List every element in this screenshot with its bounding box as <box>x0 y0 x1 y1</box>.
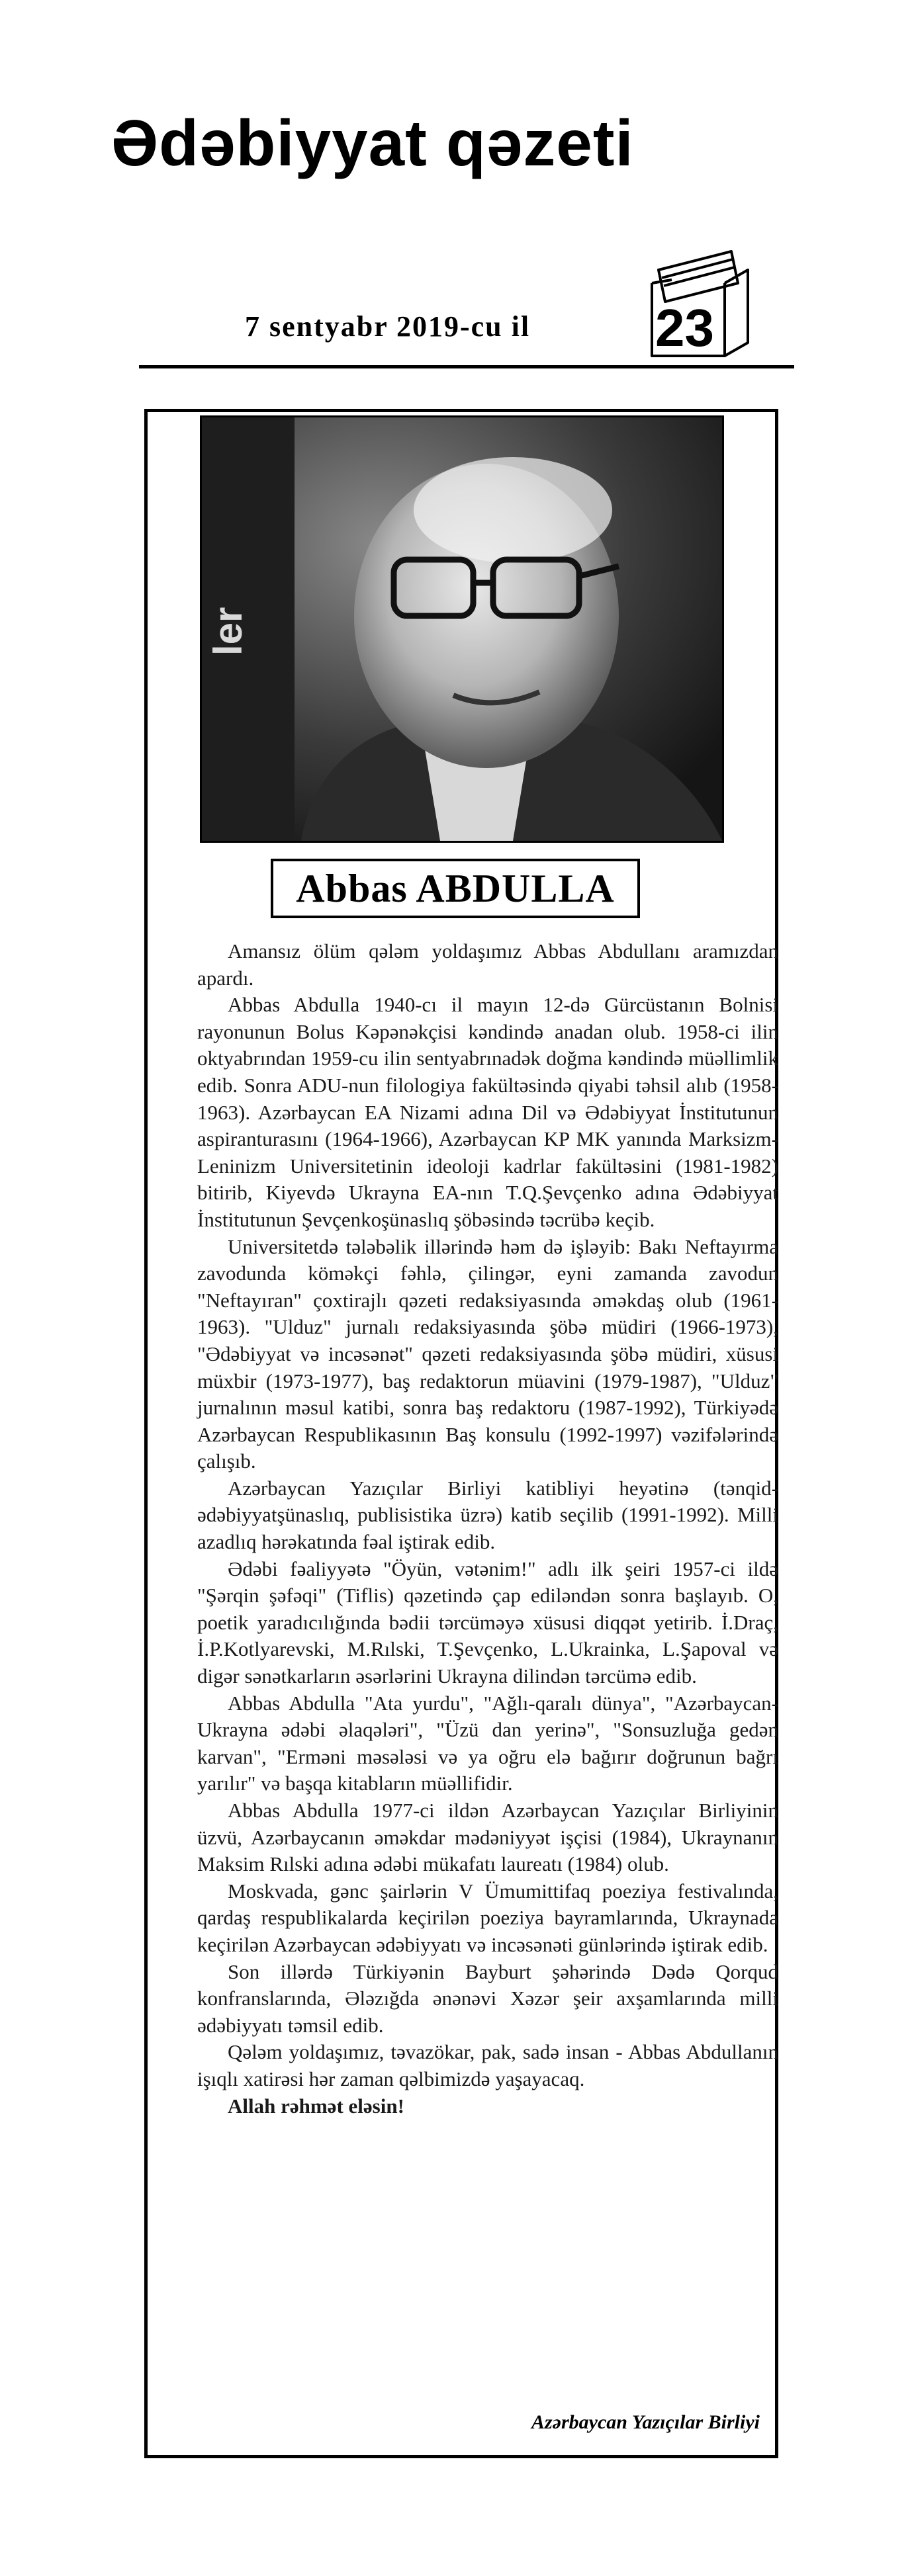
paragraph: Abbas Abdulla 1940-cı il mayın 12-də Gürcüstanın Bolnisi rayonunun Bolus Kəpənəkçisi kəndində anadan olub. 1958-ci ilin oktyabrından 1959-cu ilin sentyabrınadək doğma kəndində müəllimlik edib. Sonra ADU-nun filologiya fakültəsində qiyabi təhsil alıb (1958-1963). Azərbaycan EA Nizami adına Dil və Ədəbiyyat İnstitutunun aspiranturasını (1964-1966), Azərbaycan KP MK yanında Marksizm-Leninizm Universitetinin ideoloji kadrlar fakültəsini (1981-1982) bitirib, Kiyevdə Ukrayna EA-nın T.Q.Şevçenko adına Ədəbiyyat İnstitutunun Şevçenkoşünaslıq şöbəsində təcrübə keçib. <box>197 993 778 1231</box>
paragraph: Qələm yoldaşımız, təvazökar, pak, sadə insan - Abbas Abdullanın işıqlı xatirəsi hər zaman qəlbimizdə yaşayacaq. <box>197 2040 778 2090</box>
paragraph: Son illərdə Türkiyənin Bayburt şəhərində Dədə Qorqud konfranslarında, Ələzığda ənənəvi Xəzər şeir axşamlarında milli ədəbiyyatı təmsil edib. <box>197 1959 778 2037</box>
paragraph: Azərbaycan Yazıçılar Birliyi katibliyi heyətinə (tənqid-ədəbiyyatşünaslıq, publisistika üzrə) katib seçilib (1991-1992). Milli azadlıq hərəkatında fəal iştirak edib. <box>197 1476 778 1554</box>
page-number: 23 <box>655 298 714 357</box>
newspaper-title: Ədəbiyyat qəzeti <box>111 107 634 179</box>
paragraph: Abbas Abdulla 1977-ci ildən Azərbaycan Yazıçılar Birliyinin üzvü, Azərbaycanın əməkdar mədəniyyət işçisi (1984), Ukraynanın Maksim Rılski adına ədəbi mükafatı laureatı (1984) olub. <box>197 1799 778 1876</box>
header-rule <box>139 365 794 368</box>
svg-text:ler: ler <box>206 607 250 656</box>
paragraph: Abbas Abdulla "Ata yurdu", "Ağlı-qaralı dünya", "Azərbaycan-Ukrayna ədəbi əlaqələri", "Üzü dan yerinə", "Sonsuzluğa gedən karvan", "Erməni məsələsi və ya oğru elə bağırır doğrunun bağrı yarılır" və başqa kitabların müəllifidir. <box>197 1691 778 1795</box>
portrait-photo <box>200 415 724 843</box>
paragraph: Moskvada, gənc şairlərin V Ümumittifaq poeziya festivalında, qardaş respublikalarda keçirilən poeziya bayramlarında, Ukraynada keçirilən Azərbaycan ədəbiyyatı və incəsənəti günlərində iştirak edib. <box>197 1879 778 1956</box>
issue-date: 7 sentyabr 2019-cu il <box>245 310 531 343</box>
paragraph: Ədəbi fəaliyyətə "Öyün, vətənim!" adlı ilk şeiri 1957-ci ildə "Şərqin şəfəqi" (Tiflis) qəzetində çap ediləndən sonra başlayıb. O, poetik yaradıcılığında bədii tərcüməyə xüsusi diqqət yetirib. İ.Draç, İ.P.Kotlyarevski, M.Rılski, T.Şevçenko, L.Ukrainka, L.Şapoval və digər sənətkarların əsərlərini Ukrayna dilindən tərcümə edib. <box>197 1557 778 1688</box>
signature: Azərbaycan Yazıçılar Birliyi <box>531 2411 760 2433</box>
blessing: Allah rəhmət eləsin! <box>228 2094 404 2118</box>
obituary-text <box>197 938 778 2120</box>
paragraph: Amansız ölüm qələm yoldaşımız Abbas Abdullanı aramızdan apardı. <box>197 939 778 990</box>
deceased-name: Abbas ABDULLA <box>271 859 640 918</box>
paragraph: Universitetdə tələbəlik illərində həm də işləyib: Bakı Neftayırma zavodunda köməkçi fəhlə, çilingər, eyni zamanda zavodun "Neftayıran" çoxtirajlı qəzeti redaksiyasında əməkdaş olub (1961-1963). "Ulduz" jurnalı redaksiyasında şöbə müdiri (1966-1973), "Ədəbiyyat və incəsənət" qəzeti redaksiyasında şöbə müdiri, xüsusi müxbir (1973-1977), baş redaktorun müavini (1979-1987), "Ulduz" jurnalının məsul katibi, sonra baş redaktoru (1987-1992), Türkiyədə Azərbaycan Respublikasının Baş konsulu (1992-1997) vəzifələrində çalışıb. <box>197 1234 778 1473</box>
